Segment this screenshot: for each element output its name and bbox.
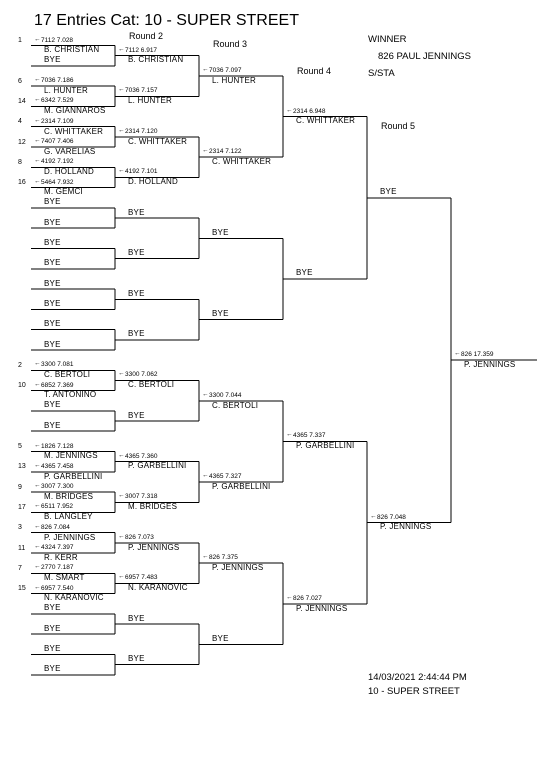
reaction-time: 1826 7.128 bbox=[41, 442, 74, 450]
racer-name: C. BERTOLI bbox=[212, 400, 259, 410]
racer-name: P. GARBELLINI bbox=[212, 481, 271, 491]
reaction-time: 6957 7.540 bbox=[41, 584, 74, 592]
racer-name: M. JENNINGS bbox=[44, 451, 98, 461]
racer-name: L. HUNTER bbox=[128, 96, 173, 106]
advance-arrow-icon: ← bbox=[34, 461, 41, 469]
advance-arrow-icon: ← bbox=[34, 76, 41, 84]
advance-arrow-icon: ← bbox=[34, 502, 41, 510]
reaction-time: 2314 7.120 bbox=[125, 127, 158, 135]
advance-arrow-icon: ← bbox=[34, 137, 41, 144]
racer-name: G. VARELIAS bbox=[44, 146, 96, 156]
bye-label: BYE bbox=[212, 227, 229, 237]
bye-label: BYE bbox=[44, 644, 61, 653]
advance-arrow-icon: ← bbox=[34, 482, 41, 490]
seed-number: 12 bbox=[18, 138, 26, 146]
advance-arrow-icon: ← bbox=[34, 177, 41, 185]
advance-arrow-icon: ← bbox=[286, 106, 293, 114]
racer-name: C. BERTOLI bbox=[44, 370, 91, 380]
advance-arrow-icon: ← bbox=[202, 390, 209, 398]
bye-label: BYE bbox=[44, 55, 61, 65]
racer-name: C. WHITTAKER bbox=[296, 116, 356, 126]
reaction-time: 7407 7.406 bbox=[41, 138, 74, 145]
bye-label: BYE bbox=[44, 339, 61, 349]
winner-label: WINNER bbox=[368, 34, 407, 45]
racer-name: M. BRIDGES bbox=[44, 491, 94, 501]
racer-name: M. GIANNAROS bbox=[44, 106, 106, 116]
reaction-time: 3300 7.062 bbox=[125, 371, 158, 379]
reaction-time: 826 7.048 bbox=[377, 513, 406, 521]
seed-number: 17 bbox=[18, 503, 26, 511]
bye-label: BYE bbox=[128, 329, 145, 339]
reaction-time: 4365 7.327 bbox=[209, 472, 242, 480]
reaction-time: 7112 7.028 bbox=[41, 36, 74, 44]
advance-arrow-icon: ← bbox=[118, 532, 125, 540]
bye-label: BYE bbox=[44, 258, 61, 268]
bye-label: BYE bbox=[44, 217, 61, 227]
bye-label: BYE bbox=[44, 400, 61, 410]
seed-number: 4 bbox=[18, 118, 22, 126]
advance-arrow-icon: ← bbox=[34, 35, 41, 43]
reaction-time: 7036 7.186 bbox=[41, 77, 74, 85]
reaction-time: 4365 7.458 bbox=[41, 462, 74, 470]
racer-name: C. WHITTAKER bbox=[128, 136, 188, 146]
round-3-header: Round 3 bbox=[213, 39, 248, 49]
advance-arrow-icon: ← bbox=[118, 492, 125, 500]
reaction-time: 826 7.375 bbox=[209, 554, 238, 562]
advance-arrow-icon: ← bbox=[34, 157, 41, 165]
reaction-time: 2314 6.948 bbox=[293, 107, 326, 115]
advance-arrow-icon: ← bbox=[118, 167, 125, 175]
racer-name: N. KARANOVIC bbox=[128, 583, 188, 593]
seed-number: 5 bbox=[18, 443, 22, 450]
seed-number: 2 bbox=[18, 361, 22, 369]
advance-arrow-icon: ← bbox=[118, 573, 125, 581]
racer-name: D. HOLLAND bbox=[44, 167, 95, 177]
racer-name: B. LANGLEY bbox=[44, 512, 93, 522]
bye-label: BYE bbox=[296, 268, 313, 278]
reaction-time: 6852 7.369 bbox=[41, 381, 74, 389]
advance-arrow-icon: ← bbox=[118, 45, 125, 53]
advance-arrow-icon: ← bbox=[202, 471, 209, 479]
seed-number: 16 bbox=[18, 179, 26, 187]
racer-name: P. GARBELLINI bbox=[128, 461, 187, 471]
advance-arrow-icon: ← bbox=[34, 116, 41, 124]
reaction-time: 3007 7.318 bbox=[125, 493, 158, 501]
advance-arrow-icon: ← bbox=[34, 522, 41, 530]
seed-number: 15 bbox=[18, 585, 26, 593]
seed-number: 11 bbox=[18, 544, 26, 552]
racer-name: M. BRIDGES bbox=[128, 502, 178, 512]
advance-arrow-icon: ← bbox=[34, 543, 41, 550]
round-2-header: Round 2 bbox=[129, 31, 164, 41]
advance-arrow-icon: ← bbox=[34, 441, 41, 449]
round-5-header: Round 5 bbox=[381, 121, 416, 131]
advance-arrow-icon: ← bbox=[118, 451, 125, 459]
seed-number: 13 bbox=[18, 463, 26, 471]
racer-name: L. HUNTER bbox=[44, 85, 89, 95]
bye-label: BYE bbox=[128, 613, 145, 623]
reaction-time: 826 7.084 bbox=[41, 523, 70, 531]
reaction-time: 826 7.027 bbox=[293, 594, 322, 602]
racer-name: P. JENNINGS bbox=[296, 603, 348, 613]
reaction-time: 2770 7.187 bbox=[41, 564, 74, 572]
footer-category: 10 - SUPER STREET bbox=[368, 686, 460, 697]
seed-number: 8 bbox=[18, 158, 22, 166]
reaction-time: 6511 7.952 bbox=[41, 503, 74, 511]
racer-name: P. JENNINGS bbox=[380, 522, 432, 532]
advance-arrow-icon: ← bbox=[34, 360, 41, 368]
advance-arrow-icon: ← bbox=[286, 431, 293, 439]
bye-label: BYE bbox=[44, 319, 61, 329]
bracket-title: 17 Entries Cat: 10 - SUPER STREET bbox=[34, 12, 299, 29]
bye-label: BYE bbox=[128, 248, 145, 258]
bye-label: BYE bbox=[128, 207, 145, 217]
bye-label: BYE bbox=[212, 309, 229, 319]
racer-name: P. GARBELLINI bbox=[44, 471, 103, 481]
racer-name: C. WHITTAKER bbox=[212, 156, 272, 166]
bye-label: BYE bbox=[44, 197, 61, 207]
reaction-time: 4192 7.101 bbox=[125, 168, 158, 176]
racer-name: M. GEMCI bbox=[44, 187, 83, 197]
racer-name: P. JENNINGS bbox=[212, 562, 264, 572]
racer-name: L. HUNTER bbox=[212, 75, 257, 85]
seed-number: 10 bbox=[18, 382, 26, 390]
reaction-time: 3300 7.081 bbox=[41, 361, 74, 369]
seed-number: 9 bbox=[18, 483, 22, 491]
reaction-time: 6957 7.483 bbox=[125, 574, 158, 582]
racer-name: M. SMART bbox=[44, 573, 85, 583]
reaction-time: 7036 7.157 bbox=[125, 87, 158, 95]
reaction-time: 6342 7.529 bbox=[41, 97, 74, 105]
winner-class: S/STA bbox=[368, 68, 395, 79]
bye-label: BYE bbox=[44, 664, 61, 674]
bye-label: BYE bbox=[128, 288, 145, 298]
reaction-time: 4365 7.337 bbox=[293, 432, 326, 440]
bye-label: BYE bbox=[44, 623, 61, 633]
racer-name: P. JENNINGS bbox=[464, 359, 516, 369]
reaction-time: 3300 7.044 bbox=[209, 391, 242, 399]
racer-name: B. CHRISTIAN bbox=[128, 55, 184, 65]
seed-number: 3 bbox=[18, 524, 22, 532]
bye-label: BYE bbox=[212, 633, 229, 643]
racer-name: D. HOLLAND bbox=[128, 177, 179, 187]
round-4-header: Round 4 bbox=[297, 66, 332, 76]
advance-arrow-icon: ← bbox=[118, 86, 125, 94]
advance-arrow-icon: ← bbox=[34, 96, 41, 104]
advance-arrow-icon: ← bbox=[202, 147, 209, 155]
advance-arrow-icon: ← bbox=[34, 380, 41, 388]
bye-label: BYE bbox=[128, 654, 145, 664]
bye-label: BYE bbox=[44, 420, 61, 430]
reaction-time: 3007 7.300 bbox=[41, 483, 74, 491]
reaction-time: 5464 7.932 bbox=[41, 178, 74, 186]
reaction-time: 2314 7.122 bbox=[209, 148, 242, 156]
seed-number: 14 bbox=[18, 97, 26, 105]
racer-name: B. CHRISTIAN bbox=[44, 45, 100, 55]
advance-arrow-icon: ← bbox=[118, 370, 125, 378]
bye-label: BYE bbox=[44, 298, 61, 308]
advance-arrow-icon: ← bbox=[454, 350, 461, 358]
racer-name: R. KERR bbox=[44, 552, 78, 562]
bye-label: BYE bbox=[44, 603, 61, 613]
advance-arrow-icon: ← bbox=[202, 553, 209, 561]
advance-arrow-icon: ← bbox=[34, 583, 41, 591]
advance-arrow-icon: ← bbox=[202, 65, 209, 73]
seed-number: 7 bbox=[18, 564, 22, 572]
racer-name: T. ANTONINO bbox=[44, 390, 97, 400]
winner-name: 826 PAUL JENNINGS bbox=[378, 51, 471, 62]
racer-name: N. KARANOVIC bbox=[44, 593, 104, 603]
reaction-time: 7036 7.097 bbox=[209, 66, 242, 74]
seed-number: 1 bbox=[18, 37, 22, 44]
advance-arrow-icon: ← bbox=[118, 126, 125, 134]
racer-name: C. WHITTAKER bbox=[44, 126, 104, 136]
bye-label: BYE bbox=[44, 238, 61, 247]
bye-label: BYE bbox=[44, 278, 61, 288]
bye-label: BYE bbox=[128, 410, 145, 420]
seed-number: 6 bbox=[18, 77, 22, 85]
print-datetime: 14/03/2021 2:44:44 PM bbox=[368, 672, 467, 683]
advance-arrow-icon: ← bbox=[34, 563, 41, 571]
racer-name: P. GARBELLINI bbox=[296, 441, 355, 451]
reaction-time: 4324 7.397 bbox=[41, 544, 74, 551]
reaction-time: 2314 7.109 bbox=[41, 117, 74, 125]
racer-name: P. JENNINGS bbox=[128, 542, 180, 552]
reaction-time: 826 17.359 bbox=[461, 351, 494, 359]
advance-arrow-icon: ← bbox=[370, 512, 377, 520]
bye-label: BYE bbox=[380, 187, 397, 197]
racer-name: C. BERTOLI bbox=[128, 380, 175, 390]
reaction-time: 7112 6.917 bbox=[125, 46, 158, 54]
reaction-time: 826 7.073 bbox=[125, 533, 154, 541]
reaction-time: 4192 7.192 bbox=[41, 158, 74, 166]
reaction-time: 4365 7.360 bbox=[125, 452, 158, 460]
racer-name: P. JENNINGS bbox=[44, 532, 96, 542]
advance-arrow-icon: ← bbox=[286, 593, 293, 601]
